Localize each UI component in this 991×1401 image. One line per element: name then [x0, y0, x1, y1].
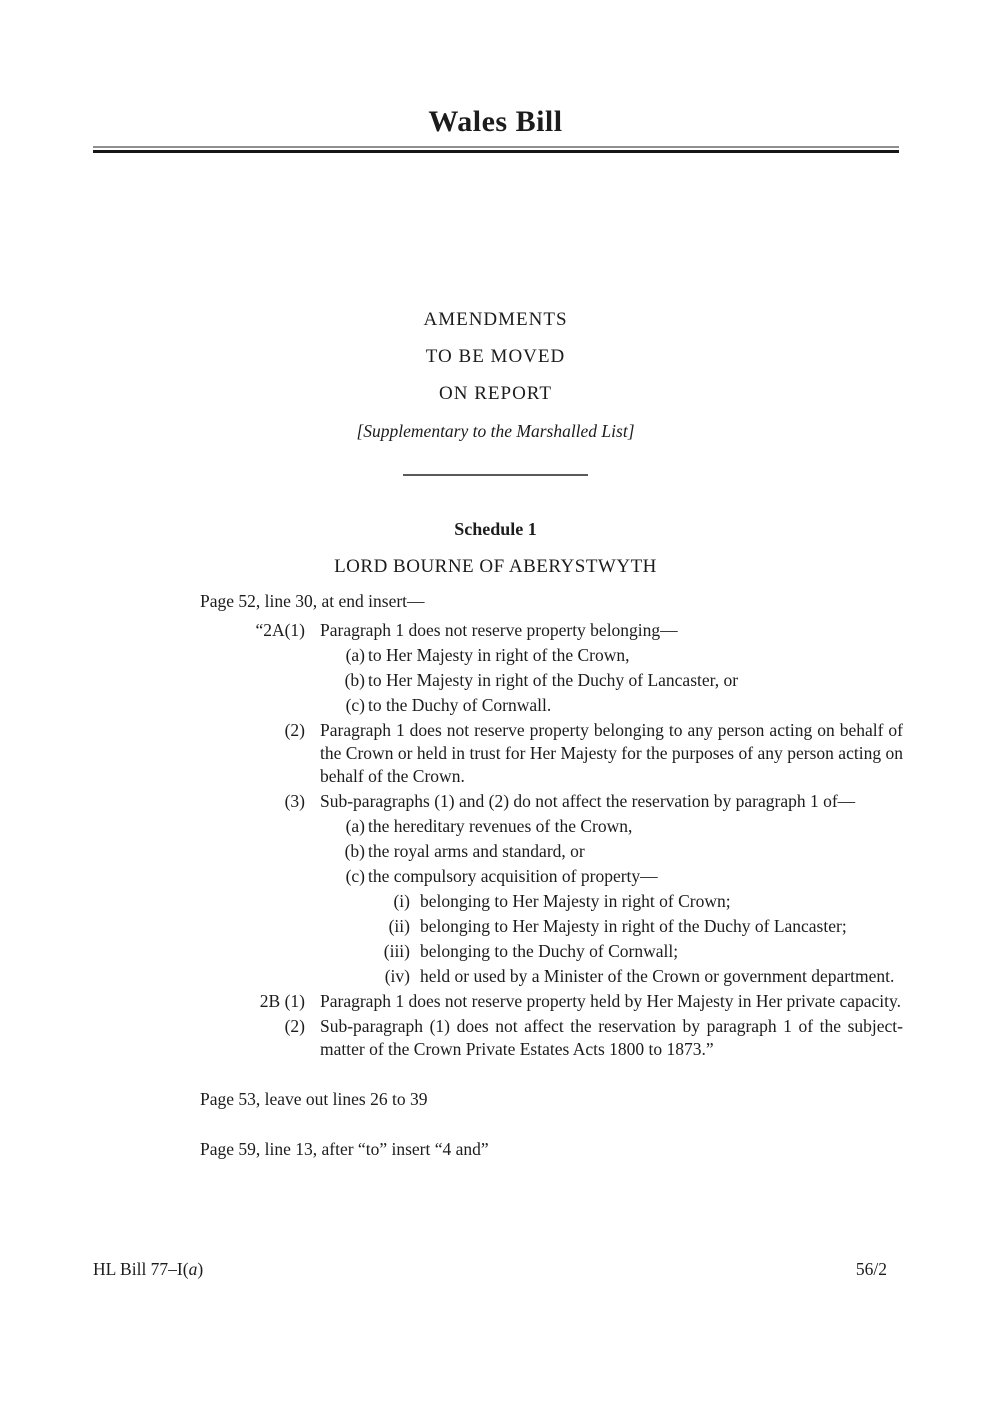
paragraph-text: held or used by a Minister of the Crown or government department.: [420, 966, 895, 986]
title-rule-thin: [93, 146, 899, 148]
page-footer: [93, 1258, 887, 1281]
paragraph-number: (b): [344, 670, 365, 690]
title-double-rule: [93, 146, 899, 153]
page-number: 56/2: [855, 1259, 887, 1279]
amendment-instruction-2: Page 53, leave out lines 26 to 39: [200, 1089, 428, 1109]
paragraph-text: the hereditary revenues of the Crown,: [368, 816, 633, 836]
amendment-paragraph: [284, 790, 903, 813]
amendment-instruction-1: Page 52, line 30, at end insert—: [200, 591, 425, 611]
amendment-paragraph: [344, 669, 903, 692]
paragraph-number: 2B (1): [259, 991, 305, 1011]
amendment-paragraph: [393, 890, 903, 913]
paragraph-number: (b): [344, 841, 365, 861]
paragraph-text: Sub-paragraph (1) does not affect the reservation by paragraph 1 of the subject-matter of the Crown Private Estates Acts 1800 to 1873.”: [320, 1016, 903, 1059]
heading-to-be-moved: TO BE MOVED: [425, 346, 566, 367]
paragraph-number: (iii): [383, 941, 410, 961]
amendment-text-block: [0, 619, 991, 1061]
amendment-paragraph: [388, 915, 903, 938]
amendment-paragraph: [284, 719, 903, 788]
paragraph-text: belonging to Her Majesty in right of the Duchy of Lancaster;: [420, 916, 847, 936]
amendment-paragraph: [383, 940, 903, 963]
title-rule-thick: [93, 150, 899, 153]
paragraph-text: Paragraph 1 does not reserve property belonging—: [320, 620, 678, 640]
paragraph-text: the royal arms and standard, or: [368, 841, 585, 861]
paragraph-text: Sub-paragraphs (1) and (2) do not affect the reservation by paragraph 1 of—: [320, 791, 856, 811]
amendment-paragraph: [255, 619, 903, 642]
amendment-paragraph: [345, 694, 903, 717]
paragraph-number: (iv): [384, 966, 410, 986]
amendment-sponsor: LORD BOURNE OF ABERYSTWYTH: [334, 556, 657, 577]
paragraph-number: (2): [284, 720, 305, 740]
paragraph-text: the compulsory acquisition of property—: [368, 866, 658, 886]
paragraph-number: (2): [284, 1016, 305, 1036]
amendment-paragraph: [284, 1015, 903, 1061]
paragraph-text: to Her Majesty in right of the Duchy of Lancaster, or: [368, 670, 739, 690]
amendment-paragraph: [384, 965, 903, 988]
paragraph-number: (3): [284, 791, 305, 811]
paragraph-text: belonging to the Duchy of Cornwall;: [420, 941, 679, 961]
paragraph-number: (c): [345, 695, 365, 715]
paragraph-number: (i): [393, 891, 410, 911]
heading-amendments: AMENDMENTS: [423, 309, 568, 330]
page-title: Wales Bill: [428, 105, 563, 138]
paragraph-text: to Her Majesty in right of the Crown,: [368, 645, 630, 665]
amendment-paragraph: [344, 840, 903, 863]
paragraph-text: to the Duchy of Cornwall.: [368, 695, 552, 715]
amendments-heading-block: [0, 309, 991, 404]
section-separator-rule: [403, 474, 588, 476]
bill-reference: HL Bill 77–I(a): [93, 1259, 204, 1279]
paragraph-number: (c): [345, 866, 365, 886]
amendment-paragraph: [345, 815, 903, 838]
paragraph-text: Paragraph 1 does not reserve property belonging to any person acting on behalf of the Crown or held in trust for Her Majesty for the purposes of any person acting on behalf of the Crown.: [320, 720, 903, 786]
paragraph-number: “2A(1): [255, 620, 305, 640]
supplementary-note: [Supplementary to the Marshalled List]: [356, 421, 635, 441]
paragraph-text: Paragraph 1 does not reserve property held by Her Majesty in Her private capacity.: [320, 991, 902, 1011]
amendment-paragraph: [345, 644, 903, 667]
amendment-paragraph: [345, 865, 903, 888]
amendment-paragraph: [259, 990, 903, 1013]
heading-on-report: ON REPORT: [439, 383, 552, 404]
paragraph-number: (ii): [388, 916, 410, 936]
amendment-instruction-3: Page 59, line 13, after “to” insert “4 and”: [200, 1139, 489, 1159]
paragraph-number: (a): [345, 645, 365, 665]
paragraph-text: belonging to Her Majesty in right of Crown;: [420, 891, 731, 911]
paragraph-number: (a): [345, 816, 365, 836]
schedule-heading: Schedule 1: [454, 519, 537, 539]
